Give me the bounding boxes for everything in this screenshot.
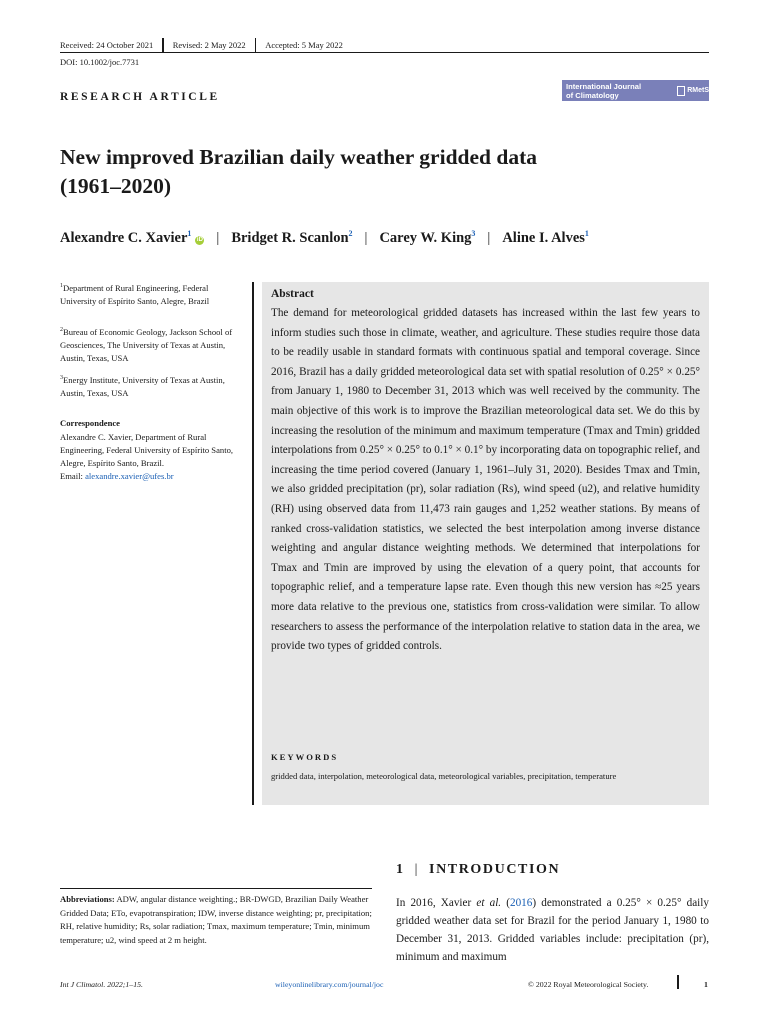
page-number: 1 xyxy=(704,980,708,989)
email-line: Email: alexandre.xavier@ufes.br xyxy=(60,471,174,481)
abstract-text: The demand for meteorological gridded datasets has increased within the last few years to inform studies such those in climate, weather, and agriculture. These studies require those data to be readily usable in standard formats with continuous spatial and temporal coverage. Since 2016, Brazil has a daily gridded meteorological data set with spatial resolution of 0.25° × 0.25° from January 1, 1980 to December 31, 2013 which was well received by the community. The main objective of this work is to improve the Brazilian meteorological data set. We do this by increasing the resolution of the minimum and maximum temperature (Tmax and Tmin) gridded interpolations from 0.25° × 0.25° to 0.1° × 0.1° by incorporating data on topographic relief, and increasing the time period covered (January 1, 1961–July 31, 2020). Besides Tmax and Tmin, we also gridded precipitation (pr), solar radiation (Rs), wind speed (u2), and relative humidity (RH) using observed data from 11,473 rain gauges and 1,252 weather stations. By means of ranked cross-validation statistics, we selected the best interpolation among inverse distance weighting and angular distance weighting methods. We determined that interpolations for Tmax and Tmin are improved by using the elevation of a query point, that accounts for topographic relief, and a temperature lapse rate. Even though this new version has ≈25 years more data relative to the previous one, statistics from cross-validation were similar. To allow researchers to assess the performance of the interpolation relative to station data in the area, we provide two types of gridded controls. xyxy=(271,307,700,653)
author[interactable]: Carey W. King$^3$ xyxy=(379,229,476,246)
article-title: New improved Brazilian daily weather gridded data (1961–2020) xyxy=(60,145,537,198)
author[interactable]: Aline I. Alves$^1$ xyxy=(502,229,589,246)
journal-url[interactable]: wileyonlinelibrary.com/journal/joc xyxy=(275,980,384,989)
author[interactable]: Alexandre C. Xavier$^1$iD xyxy=(60,229,203,246)
journal-citation: Int J Climatol. 2022;1–15. xyxy=(60,980,143,989)
citation-link[interactable]: 2016 xyxy=(509,897,533,909)
introduction-text: In 2016, Xavier et al. (2016) demonstrated a 0.25° × 0.25° daily gridded weather data set for Brazil for the period January 1, 1980 to December 31, 2013. Gridded variables include: precipitation (pr), minimum and maximum xyxy=(396,897,709,963)
affiliation-marker[interactable]: 2 xyxy=(348,229,353,238)
affiliation-marker[interactable]: 3 xyxy=(471,229,476,238)
abbreviations-footnote: Abbreviations: ADW, angular distance weighting.; BR-DWGD, Brazilian Daily Weather Gridded Data; ETo, evapotranspiration; IDW, inverse distance weighting; pr, precipitation; RH, relative humidity; Rs, solar radiation; Tmax, maximum temperature; Tmin, minimum temperature; u2, wind speed at 2 m height. xyxy=(60,894,372,945)
orcid-icon[interactable]: iD xyxy=(196,236,203,243)
footnote-rule xyxy=(60,888,372,889)
affiliation-marker[interactable]: 1 xyxy=(187,229,192,238)
revised-date: Revised: 2 May 2022 xyxy=(172,39,246,50)
affiliation-marker[interactable]: 1 xyxy=(584,229,589,238)
doi[interactable]: DOI: 10.1002/joc.7731 xyxy=(60,57,140,67)
correspondence-details: Alexandre C. Xavier, Department of Rural Engineering, Federal University of Espírito Santo, Alegre, Espírito Santo, Brazil. Email: alexandre.xavier@ufes.br xyxy=(60,431,250,483)
keywords-text: gridded data, interpolation, meteorological data, meteorological variables, precipitation, temperature xyxy=(271,771,617,781)
author[interactable]: Bridget R. Scanlon$^2$ xyxy=(231,229,353,246)
affiliation: $^2$Bureau of Economic Geology, Jackson School of Geosciences, The University of Texas at Austin, Austin, Texas, USA xyxy=(60,326,233,363)
journal-logo[interactable] xyxy=(562,80,709,101)
rmets-icon xyxy=(677,86,685,96)
article-type: RESEARCH ARTICLE xyxy=(60,91,220,103)
section-separator: | xyxy=(414,862,420,877)
journal-name: International Journal of Climatology xyxy=(566,81,642,100)
copyright: © 2022 Royal Meteorological Society. xyxy=(528,980,649,989)
column-rule xyxy=(252,282,254,805)
submission-dates xyxy=(60,37,343,52)
author-separator: | xyxy=(364,229,368,246)
correspondence-heading: Correspondence xyxy=(60,418,120,428)
affiliation: $^3$Energy Institute, University of Texas at Austin, Austin, Texas, USA xyxy=(60,374,225,398)
rmets-logo: RMetS xyxy=(677,86,709,96)
divider xyxy=(162,38,164,53)
author-separator: | xyxy=(216,229,220,246)
divider xyxy=(255,38,257,53)
abstract-heading: Abstract xyxy=(271,288,314,300)
email-link[interactable]: alexandre.xavier@ufes.br xyxy=(85,471,174,481)
section-heading xyxy=(396,862,560,878)
header-rule xyxy=(60,52,709,53)
section-title: INTRODUCTION xyxy=(429,862,561,877)
footer-divider xyxy=(677,975,679,989)
keywords-heading: KEYWORDS xyxy=(271,752,339,762)
section-number: 1 xyxy=(396,862,405,877)
accepted-date: Accepted: 5 May 2022 xyxy=(265,39,343,50)
affiliation: $^1$Department of Rural Engineering, Federal University of Espírito Santo, Alegre, Brazil xyxy=(60,282,210,306)
received-date: Received: 24 October 2021 xyxy=(60,39,154,50)
author-separator: | xyxy=(487,229,491,246)
author-list xyxy=(60,229,589,247)
